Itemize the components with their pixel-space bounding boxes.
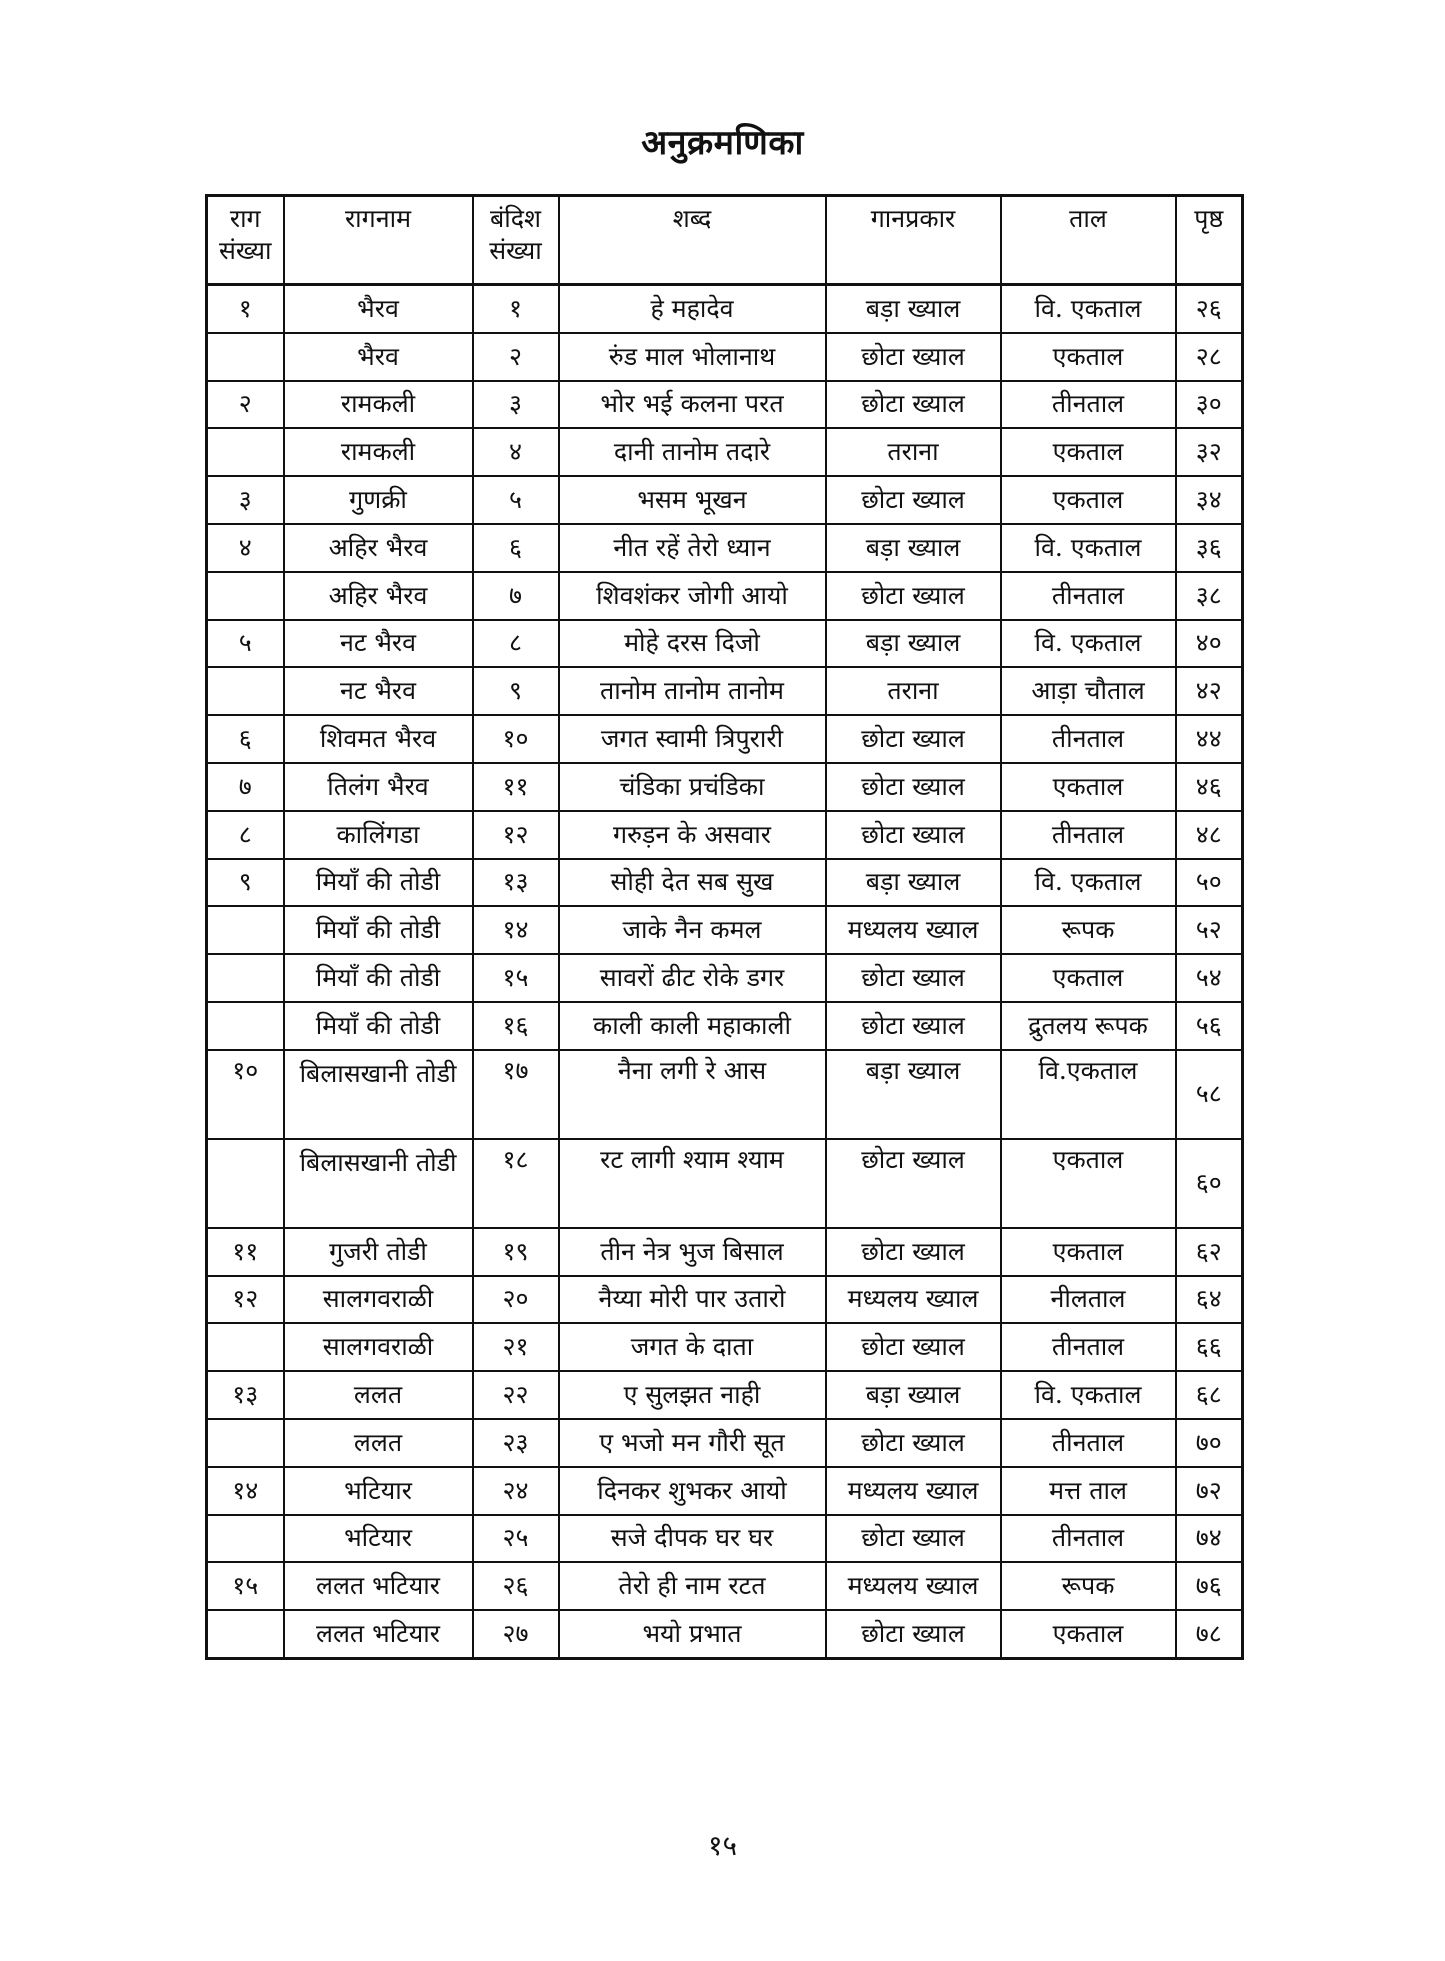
cell-words: ए सुलझत नाही bbox=[559, 1371, 826, 1419]
cell-raag-no: १० bbox=[207, 1050, 284, 1139]
cell-bandish-no: १२ bbox=[473, 811, 559, 859]
cell-raag-no: ९ bbox=[207, 859, 284, 907]
cell-words: काली काली महाकाली bbox=[559, 1002, 826, 1050]
cell-page: ३६ bbox=[1176, 524, 1243, 572]
cell-raag-name: भैरव bbox=[284, 285, 473, 333]
cell-taal: मत्त ताल bbox=[1001, 1467, 1176, 1515]
cell-bandish-no: २७ bbox=[473, 1610, 559, 1658]
cell-words: रट लागी श्याम श्याम bbox=[559, 1139, 826, 1228]
cell-raag-no: ३ bbox=[207, 476, 284, 524]
cell-page: ४८ bbox=[1176, 811, 1243, 859]
cell-raag-no bbox=[207, 333, 284, 381]
cell-type: मध्यलय ख्याल bbox=[826, 1276, 1001, 1324]
cell-raag-no bbox=[207, 1139, 284, 1228]
cell-bandish-no: २५ bbox=[473, 1515, 559, 1563]
table-row bbox=[207, 667, 1243, 715]
cell-page: ६८ bbox=[1176, 1371, 1243, 1419]
table-row bbox=[207, 1610, 1243, 1658]
cell-type: छोटा ख्याल bbox=[826, 715, 1001, 763]
cell-type: बड़ा ख्याल bbox=[826, 859, 1001, 907]
cell-raag-name: ललत भटियार bbox=[284, 1562, 473, 1610]
table-row bbox=[207, 859, 1243, 907]
cell-words: दानी तानोम तदारे bbox=[559, 428, 826, 476]
table-row bbox=[207, 1276, 1243, 1324]
cell-raag-name: सालगवराळी bbox=[284, 1276, 473, 1324]
column-header-raagnaam: रागनाम bbox=[284, 196, 473, 285]
cell-raag-name: ललत bbox=[284, 1419, 473, 1467]
cell-words: जाके नैन कमल bbox=[559, 906, 826, 954]
cell-raag-no: ६ bbox=[207, 715, 284, 763]
cell-type: छोटा ख्याल bbox=[826, 572, 1001, 620]
cell-taal: एकताल bbox=[1001, 763, 1176, 811]
cell-bandish-no: ८ bbox=[473, 620, 559, 668]
column-header-bandish-sankhya: बंदिश संख्या bbox=[473, 196, 559, 285]
table-row bbox=[207, 524, 1243, 572]
cell-raag-name: मियाँ की तोडी bbox=[284, 1002, 473, 1050]
cell-type: मध्यलय ख्याल bbox=[826, 906, 1001, 954]
cell-raag-no bbox=[207, 1002, 284, 1050]
cell-raag-name: गुणक्री bbox=[284, 476, 473, 524]
cell-raag-no bbox=[207, 667, 284, 715]
cell-taal: रूपक bbox=[1001, 1562, 1176, 1610]
cell-words: नैना लगी रे आस bbox=[559, 1050, 826, 1139]
cell-raag-name: अहिर भैरव bbox=[284, 572, 473, 620]
page-title: अनुक्रमणिका bbox=[641, 123, 804, 163]
table-row bbox=[207, 620, 1243, 668]
table-row bbox=[207, 1002, 1243, 1050]
cell-bandish-no: २६ bbox=[473, 1562, 559, 1610]
cell-raag-name: भटियार bbox=[284, 1467, 473, 1515]
cell-raag-name: कालिंगडा bbox=[284, 811, 473, 859]
cell-raag-name: ललत bbox=[284, 1371, 473, 1419]
cell-page: ५० bbox=[1176, 859, 1243, 907]
cell-raag-no: २ bbox=[207, 381, 284, 429]
cell-taal: वि. एकताल bbox=[1001, 1371, 1176, 1419]
cell-raag-name: मियाँ की तोडी bbox=[284, 906, 473, 954]
cell-bandish-no: १५ bbox=[473, 954, 559, 1002]
cell-taal: द्रुतलय रूपक bbox=[1001, 1002, 1176, 1050]
cell-page: ५६ bbox=[1176, 1002, 1243, 1050]
cell-raag-name: बिलासखानी तोडी bbox=[284, 1050, 473, 1139]
cell-type: छोटा ख्याल bbox=[826, 763, 1001, 811]
cell-raag-no bbox=[207, 1610, 284, 1658]
page-number: १५ bbox=[707, 1829, 738, 1862]
cell-bandish-no: २ bbox=[473, 333, 559, 381]
cell-taal: एकताल bbox=[1001, 1610, 1176, 1658]
cell-page: ३८ bbox=[1176, 572, 1243, 620]
cell-taal: एकताल bbox=[1001, 476, 1176, 524]
cell-raag-no bbox=[207, 572, 284, 620]
cell-taal: वि. एकताल bbox=[1001, 620, 1176, 668]
table-row bbox=[207, 1050, 1243, 1139]
cell-words: गरुड़न के असवार bbox=[559, 811, 826, 859]
cell-raag-no: १४ bbox=[207, 1467, 284, 1515]
cell-words: भोर भई कलना परत bbox=[559, 381, 826, 429]
cell-words: तेरो ही नाम रटत bbox=[559, 1562, 826, 1610]
cell-taal: तीनताल bbox=[1001, 811, 1176, 859]
cell-page: ७८ bbox=[1176, 1610, 1243, 1658]
cell-raag-no: ८ bbox=[207, 811, 284, 859]
cell-bandish-no: ११ bbox=[473, 763, 559, 811]
cell-page: २६ bbox=[1176, 285, 1243, 333]
cell-type: तराना bbox=[826, 428, 1001, 476]
cell-raag-name: मियाँ की तोडी bbox=[284, 954, 473, 1002]
cell-raag-no: १५ bbox=[207, 1562, 284, 1610]
cell-raag-name: नट भैरव bbox=[284, 667, 473, 715]
cell-type: छोटा ख्याल bbox=[826, 1610, 1001, 1658]
cell-page: ६४ bbox=[1176, 1276, 1243, 1324]
cell-page: ६६ bbox=[1176, 1323, 1243, 1371]
cell-type: छोटा ख्याल bbox=[826, 1002, 1001, 1050]
cell-raag-no: ५ bbox=[207, 620, 284, 668]
cell-words: सोही देत सब सुख bbox=[559, 859, 826, 907]
cell-raag-name: अहिर भैरव bbox=[284, 524, 473, 572]
cell-page: ५४ bbox=[1176, 954, 1243, 1002]
cell-taal: वि. एकताल bbox=[1001, 524, 1176, 572]
column-header-taal: ताल bbox=[1001, 196, 1176, 285]
table-row bbox=[207, 1515, 1243, 1563]
cell-page: ४४ bbox=[1176, 715, 1243, 763]
cell-words: जगत के दाता bbox=[559, 1323, 826, 1371]
cell-type: बड़ा ख्याल bbox=[826, 1050, 1001, 1139]
cell-taal: आड़ा चौताल bbox=[1001, 667, 1176, 715]
cell-words: भसम भूखन bbox=[559, 476, 826, 524]
cell-type: बड़ा ख्याल bbox=[826, 620, 1001, 668]
cell-words: नीत रहें तेरो ध्यान bbox=[559, 524, 826, 572]
cell-words: चंडिका प्रचंडिका bbox=[559, 763, 826, 811]
cell-raag-no: ७ bbox=[207, 763, 284, 811]
cell-bandish-no: १३ bbox=[473, 859, 559, 907]
cell-page: ७० bbox=[1176, 1419, 1243, 1467]
cell-raag-name: बिलासखानी तोडी bbox=[284, 1139, 473, 1228]
table-row bbox=[207, 1371, 1243, 1419]
cell-bandish-no: ९ bbox=[473, 667, 559, 715]
cell-raag-no bbox=[207, 954, 284, 1002]
cell-words: सावरों ढीट रोके डगर bbox=[559, 954, 826, 1002]
table-body bbox=[207, 285, 1243, 1659]
cell-bandish-no: २२ bbox=[473, 1371, 559, 1419]
cell-taal: तीनताल bbox=[1001, 1323, 1176, 1371]
cell-bandish-no: ५ bbox=[473, 476, 559, 524]
cell-raag-name: शिवमत भैरव bbox=[284, 715, 473, 763]
cell-raag-name: ललत भटियार bbox=[284, 1610, 473, 1658]
cell-bandish-no: ६ bbox=[473, 524, 559, 572]
cell-raag-name: सालगवराळी bbox=[284, 1323, 473, 1371]
cell-words: हे महादेव bbox=[559, 285, 826, 333]
cell-raag-name: तिलंग भैरव bbox=[284, 763, 473, 811]
cell-words: भयो प्रभात bbox=[559, 1610, 826, 1658]
cell-bandish-no: १९ bbox=[473, 1228, 559, 1276]
cell-type: छोटा ख्याल bbox=[826, 811, 1001, 859]
table-row bbox=[207, 1139, 1243, 1228]
table-row bbox=[207, 1323, 1243, 1371]
cell-type: छोटा ख्याल bbox=[826, 954, 1001, 1002]
cell-taal: तीनताल bbox=[1001, 715, 1176, 763]
table-row bbox=[207, 333, 1243, 381]
cell-taal: वि. एकताल bbox=[1001, 285, 1176, 333]
cell-page: ४० bbox=[1176, 620, 1243, 668]
cell-words: रुंड माल भोलानाथ bbox=[559, 333, 826, 381]
cell-raag-name: रामकली bbox=[284, 381, 473, 429]
cell-page: ७६ bbox=[1176, 1562, 1243, 1610]
cell-words: मोहे दरस दिजो bbox=[559, 620, 826, 668]
column-header-gaanprakar: गानप्रकार bbox=[826, 196, 1001, 285]
cell-taal: एकताल bbox=[1001, 333, 1176, 381]
cell-page: ४६ bbox=[1176, 763, 1243, 811]
cell-raag-name: गुजरी तोडी bbox=[284, 1228, 473, 1276]
cell-taal: एकताल bbox=[1001, 1139, 1176, 1228]
cell-page: ३२ bbox=[1176, 428, 1243, 476]
cell-page: ५२ bbox=[1176, 906, 1243, 954]
cell-raag-name: नट भैरव bbox=[284, 620, 473, 668]
table-row bbox=[207, 1228, 1243, 1276]
cell-type: छोटा ख्याल bbox=[826, 1323, 1001, 1371]
cell-raag-name: मियाँ की तोडी bbox=[284, 859, 473, 907]
table-row bbox=[207, 1467, 1243, 1515]
cell-type: छोटा ख्याल bbox=[826, 1228, 1001, 1276]
cell-type: छोटा ख्याल bbox=[826, 333, 1001, 381]
table-header-row bbox=[207, 196, 1243, 285]
cell-type: छोटा ख्याल bbox=[826, 1515, 1001, 1563]
cell-words: ए भजो मन गौरी सूत bbox=[559, 1419, 826, 1467]
cell-type: छोटा ख्याल bbox=[826, 381, 1001, 429]
cell-page: ४२ bbox=[1176, 667, 1243, 715]
cell-raag-no bbox=[207, 906, 284, 954]
table-row bbox=[207, 381, 1243, 429]
cell-words: सजे दीपक घर घर bbox=[559, 1515, 826, 1563]
cell-bandish-no: २१ bbox=[473, 1323, 559, 1371]
table-row bbox=[207, 906, 1243, 954]
cell-taal: तीनताल bbox=[1001, 1515, 1176, 1563]
cell-type: तराना bbox=[826, 667, 1001, 715]
cell-type: मध्यलय ख्याल bbox=[826, 1562, 1001, 1610]
cell-bandish-no: १ bbox=[473, 285, 559, 333]
cell-page: ७४ bbox=[1176, 1515, 1243, 1563]
cell-raag-no bbox=[207, 1515, 284, 1563]
cell-bandish-no: १६ bbox=[473, 1002, 559, 1050]
cell-bandish-no: २३ bbox=[473, 1419, 559, 1467]
cell-raag-no bbox=[207, 1419, 284, 1467]
cell-raag-name: भैरव bbox=[284, 333, 473, 381]
cell-type: बड़ा ख्याल bbox=[826, 1371, 1001, 1419]
cell-raag-no: १ bbox=[207, 285, 284, 333]
cell-taal: वि.एकताल bbox=[1001, 1050, 1176, 1139]
cell-page: ५८ bbox=[1176, 1050, 1243, 1139]
cell-taal: नीलताल bbox=[1001, 1276, 1176, 1324]
table-row bbox=[207, 811, 1243, 859]
cell-words: नैय्या मोरी पार उतारो bbox=[559, 1276, 826, 1324]
cell-raag-no bbox=[207, 1323, 284, 1371]
cell-type: छोटा ख्याल bbox=[826, 1139, 1001, 1228]
cell-page: ६० bbox=[1176, 1139, 1243, 1228]
cell-page: ६२ bbox=[1176, 1228, 1243, 1276]
cell-raag-no: १२ bbox=[207, 1276, 284, 1324]
cell-type: बड़ा ख्याल bbox=[826, 285, 1001, 333]
cell-words: शिवशंकर जोगी आयो bbox=[559, 572, 826, 620]
cell-bandish-no: १८ bbox=[473, 1139, 559, 1228]
cell-taal: एकताल bbox=[1001, 428, 1176, 476]
cell-taal: तीनताल bbox=[1001, 1419, 1176, 1467]
cell-words: तीन नेत्र भुज बिसाल bbox=[559, 1228, 826, 1276]
cell-taal: तीनताल bbox=[1001, 572, 1176, 620]
cell-page: २८ bbox=[1176, 333, 1243, 381]
cell-raag-no: १३ bbox=[207, 1371, 284, 1419]
cell-raag-no: ४ bbox=[207, 524, 284, 572]
cell-bandish-no: १४ bbox=[473, 906, 559, 954]
cell-raag-name: रामकली bbox=[284, 428, 473, 476]
table-row bbox=[207, 1419, 1243, 1467]
index-table bbox=[205, 194, 1244, 1660]
column-header-raag-sankhya: राग संख्या bbox=[207, 196, 284, 285]
cell-type: छोटा ख्याल bbox=[826, 1419, 1001, 1467]
cell-raag-name: भटियार bbox=[284, 1515, 473, 1563]
cell-page: ३४ bbox=[1176, 476, 1243, 524]
cell-words: तानोम तानोम तानोम bbox=[559, 667, 826, 715]
table-row bbox=[207, 572, 1243, 620]
table-row bbox=[207, 715, 1243, 763]
cell-raag-no bbox=[207, 428, 284, 476]
cell-type: मध्यलय ख्याल bbox=[826, 1467, 1001, 1515]
table-row bbox=[207, 476, 1243, 524]
table-row bbox=[207, 285, 1243, 333]
cell-type: बड़ा ख्याल bbox=[826, 524, 1001, 572]
column-header-shabd: शब्द bbox=[559, 196, 826, 285]
table-row bbox=[207, 1562, 1243, 1610]
cell-taal: वि. एकताल bbox=[1001, 859, 1176, 907]
cell-taal: तीनताल bbox=[1001, 381, 1176, 429]
cell-bandish-no: ७ bbox=[473, 572, 559, 620]
cell-taal: एकताल bbox=[1001, 1228, 1176, 1276]
cell-bandish-no: ३ bbox=[473, 381, 559, 429]
table-row bbox=[207, 763, 1243, 811]
table-row bbox=[207, 954, 1243, 1002]
table-row bbox=[207, 428, 1243, 476]
cell-page: ७२ bbox=[1176, 1467, 1243, 1515]
column-header-prishth: पृष्ठ bbox=[1176, 196, 1243, 285]
cell-words: दिनकर शुभकर आयो bbox=[559, 1467, 826, 1515]
cell-bandish-no: २० bbox=[473, 1276, 559, 1324]
cell-bandish-no: १० bbox=[473, 715, 559, 763]
cell-bandish-no: ४ bbox=[473, 428, 559, 476]
cell-taal: एकताल bbox=[1001, 954, 1176, 1002]
cell-type: छोटा ख्याल bbox=[826, 476, 1001, 524]
cell-taal: रूपक bbox=[1001, 906, 1176, 954]
cell-words: जगत स्वामी त्रिपुरारी bbox=[559, 715, 826, 763]
cell-bandish-no: १७ bbox=[473, 1050, 559, 1139]
cell-page: ३० bbox=[1176, 381, 1243, 429]
cell-raag-no: ११ bbox=[207, 1228, 284, 1276]
cell-bandish-no: २४ bbox=[473, 1467, 559, 1515]
